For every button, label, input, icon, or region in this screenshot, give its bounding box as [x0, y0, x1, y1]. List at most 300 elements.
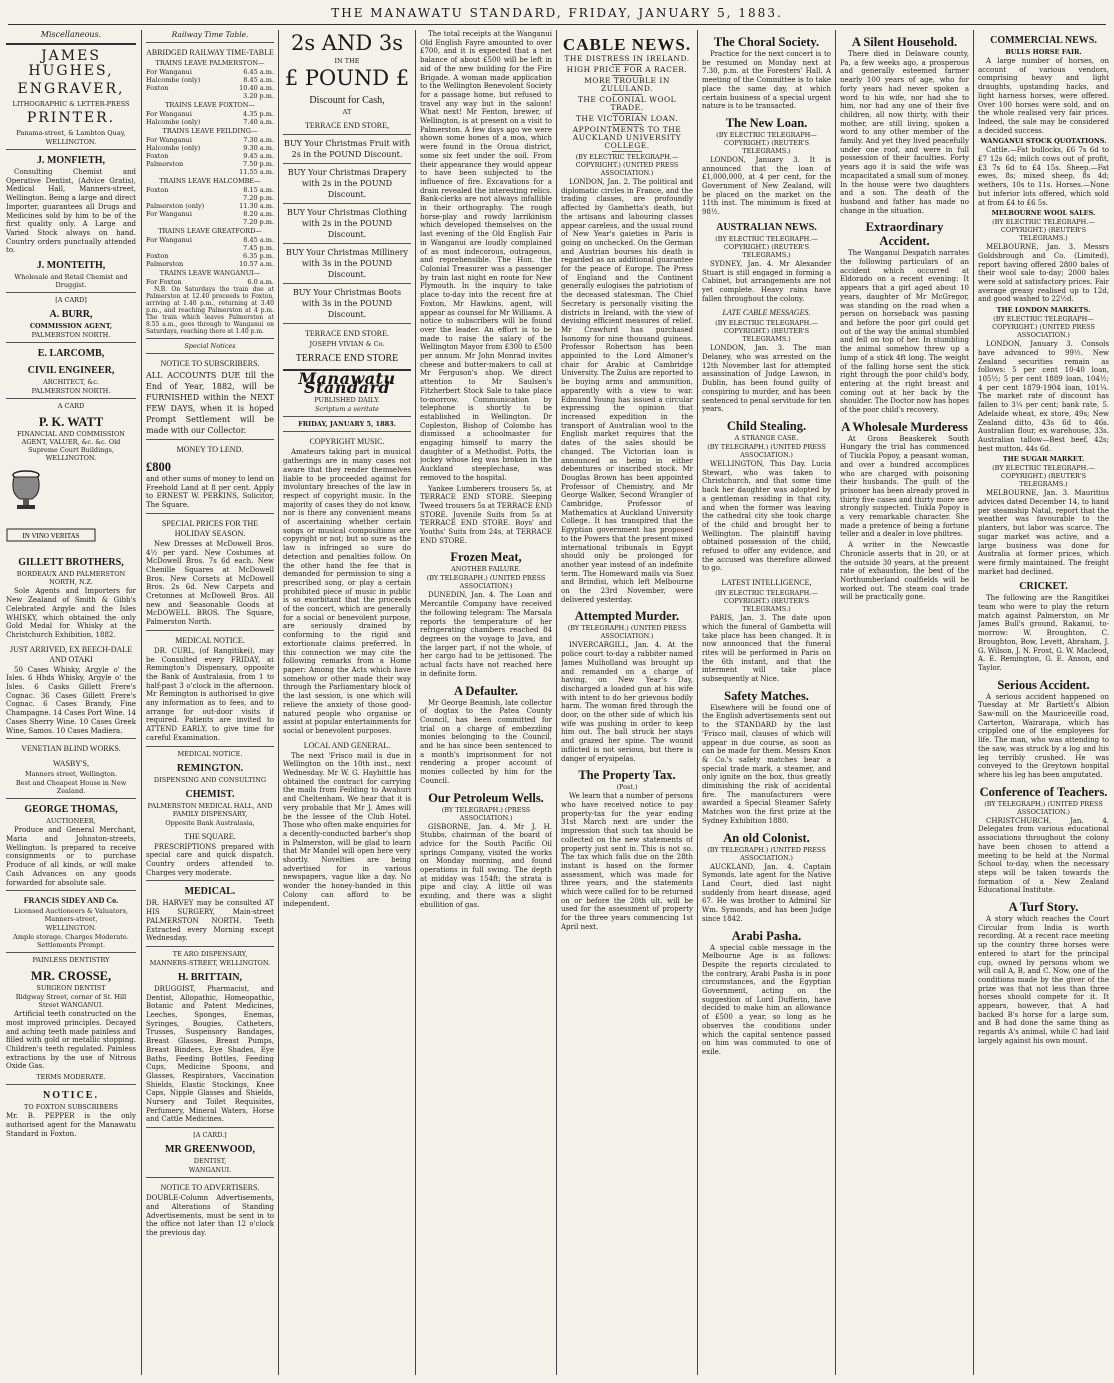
ad-hughes-sub: LITHOGRAPHIC & LETTER-PRESS: [12, 100, 130, 108]
article-subhead: THE SUGAR MARKET.: [1002, 455, 1085, 464]
money-head: MONEY TO LEND.: [176, 445, 244, 454]
article-tag: (BY ELECTRIC TELEGRAPH—COPYRIGHT.) (UNITED PRESS ASSOCIATION.): [992, 315, 1095, 340]
railway-time: 7.40 a.m.: [243, 118, 274, 126]
date-line: FRIDAY, JANUARY 5, 1883.: [298, 420, 396, 429]
harvey-text: DR. HARVEY may be consulted AT HIS SURGERY, Main-street PALMERSTON NORTH. Teeth Extracted every Morning except Wednesday.: [146, 899, 274, 943]
divider: [6, 890, 136, 891]
railway-time: 7.30 a.m.: [243, 136, 274, 144]
column-rule: [697, 30, 698, 1375]
article-text: A writer in the Newcastle Chronicle asserts that in 20, or at the outside 30 years, at the present rate of exhaustion, the best of the Northumberland coalfields will be worked out. The steam coal trade will be practically gone.: [840, 541, 969, 602]
remington-notice: MEDICAL NOTICE.: [177, 749, 243, 758]
ad-monfieth-text: Consulting Chemist and Operative Dentist, (Advice Gratis), Medical Hall, Manners-street, Wellington. Being a large and direct Importer, guarantees all Drugs and Medicines sold by him to be of the first quality only. A Large and Varied Stock always on hand. Country orders punctually attended to.: [6, 168, 136, 255]
divider: [283, 134, 411, 135]
wine-urn-illustration: [6, 467, 46, 513]
discount-ad-line: BUY Your Christmas Fruit with 2s in the POUND Discount.: [284, 139, 410, 159]
remington-trade: DISPENSING AND CONSULTING: [153, 775, 267, 784]
discount-ad-line: BUY Your Christmas Boots with 3s in the POUND Discount.: [292, 288, 402, 319]
discount-ad-cash: Discount for Cash,: [309, 95, 385, 106]
card-tag: [A CARD]: [55, 296, 87, 305]
railway-destination: For Wanganui: [146, 136, 192, 144]
brittain-address: MANNERS-STREET, WELLINGTON.: [149, 958, 271, 967]
railway-row: [146, 144, 274, 152]
article-text: A story which reaches the Court Circular from India is worth recording. At a recent race meeting up the country three horses were entered to start for the principal cup, owned by persons whom we will call A, B, and C. Now, one of the conditions made by the giver of the prize was that not less than three horses should compete for it. It appears, however, that A had backed B's horse for a large sum, and B had done the same thing as regards A's animal, while C had laid largely against his own mount.: [978, 915, 1109, 1045]
column-rule: [973, 30, 974, 1375]
divider: [283, 416, 411, 417]
article-text: Amateurs taking part in musical gatherings are in many cases not aware that they render themselves liable to be proceeded against for involuntary breaches of the law in respect of copyright music. In the majority of cases they do not know, nor is there any convenient means of ascertaining whether certain songs or musical compositions are copyright or not; but so sure as the law is infringed so sure do detection and penalties follow. On the other hand the fee that is demanded for permission to sing a prescribed song, or play a certain prohibited piece of music in public is so exorbitant that the proceeds of the concert, which are generally for a social or benevolent purpose, are seriously drained by conforming to the rigid and extortionate claims preferred. In this connection we may cite the following remarks from a Home paper: Among the Acts which have somehow or other made their way through the Parliamentary block of the last session, is one which will relieve the anxiety of those good-natured people who organise or assist at popular entertainments for social or benevolent purposes.: [283, 448, 411, 735]
cable-subhead: THE COLONIAL WOOL TRADE.: [577, 95, 677, 112]
ad-thomas-name: GEORGE THOMAS,: [24, 804, 118, 816]
subscribers-head: NOTICE TO SUBSCRIBERS.: [160, 359, 260, 368]
card-tag: A CARD: [57, 402, 85, 411]
article-head: Safety Matches.: [724, 688, 809, 703]
railway-row: [146, 110, 274, 118]
cable-subhead: HIGH PRICE FOR A RACER.: [566, 65, 688, 74]
article-head: Attempted Murder.: [574, 609, 680, 624]
railway-row: [146, 152, 274, 160]
article-text: A large number of horses, on account of various vendors, comprising heavy and light draughts, upstanding hacks, and light harness horses, were offered. Over 100 horses were sold, and on the whole realised very fair prices. Indeed, the sale may be considered a decided success.: [978, 57, 1109, 135]
article-head: LOCAL AND GENERAL.: [303, 740, 391, 750]
railway-row: [146, 194, 274, 202]
railway-sub: TRAINS LEAVE HALCOMBE—: [159, 177, 261, 185]
article-text: A serious accident happened on Tuesday at Mr Bartlett's Albion Saw-mill on the Mauriceville road, Carterton, Wairarapa, which has crippled one of the employees for life. The man, who was attending to the saw, was struck by a log and his leg terribly crushed. He was conveyed to the Greytown hospital where his leg has been amputated.: [978, 692, 1109, 779]
divider: [146, 880, 274, 881]
divider: [283, 203, 411, 204]
ad-venetian-text: Best and Cheapest House in New Zealand.: [15, 779, 127, 796]
discount-ad-line: BUY Your Christmas Drapery with 2s in the POUND Discount.: [287, 168, 407, 199]
railway-row: [146, 68, 274, 76]
ad-larcomb-city: PALMERSTON NORTH.: [31, 387, 111, 396]
greenwood-city: WANGANUI.: [188, 1166, 232, 1175]
divider: [6, 292, 136, 293]
divider: [612, 151, 642, 152]
railway-time: 10.57 a.m.: [239, 260, 274, 268]
article-head: The New Loan.: [725, 115, 808, 130]
article-text: Practice for the next concert is to be resumed on Monday next at 7.30, p.m. at the Foresters' Hall. A meeting of the Committee is to take place the same day, at which certain business of a special urgent nature is to be transacted.: [702, 50, 831, 111]
article-head: An old Colonist.: [723, 830, 810, 845]
article-head: Conference of Teachers.: [979, 784, 1108, 799]
newspaper-flag: Manawatu Standard: [298, 369, 396, 397]
section-label: Miscellaneous.: [40, 30, 102, 39]
railway-time: 10.40 a.m.: [239, 84, 274, 92]
article-text: LONDON, January 3. It is announced that the loan of £1,000,000, at 4 per cent, for the Government of New Zealand, will be placed on the market on the 11th inst. The minimum is fixed at 98½.: [702, 155, 831, 217]
column-rule: [278, 30, 279, 1375]
discount-ad-lines: [283, 138, 411, 324]
divider: [6, 342, 136, 343]
money-amount: £800: [146, 460, 171, 474]
divider: [6, 149, 136, 150]
railway-row: [146, 92, 274, 100]
column-rule: [415, 30, 416, 1375]
brittain-text: DRUGGIST, Pharmacist, and Dentist, Allopathic, Homeopathic, Botanic and Patent Medicines, Leeches, Sponges, Enemas, Syringes, Bougies, Catheters, Trusses, Suspensory Bandages, Breast Glasses, Breast Pumps, Breast Binders, Eye Shades, Eye Baths, Feeding Bottles, Feeding Cups, Medicine Spoons, and Glasses, Respirators, Vaccination Shields, Elastic Stockings, Knee Caps, Nipple Glasses and Shields, Nursery and Toilet Requisites, Perfumery, Mineral Waters, Horse and Cattle Medicines.: [146, 984, 274, 1124]
article-subhead: MELBOURNE WOOL SALES.: [991, 209, 1096, 218]
article-subhead: THE LONDON MARKETS.: [996, 306, 1091, 315]
railway-destination: For Wanganui: [146, 68, 192, 76]
ad-monteith-sign: J. MONTEITH,: [36, 260, 106, 272]
divider: [6, 798, 136, 799]
remington-address2: Opposite Bank Australasia,: [165, 818, 255, 827]
column-rule: [141, 30, 142, 1375]
article-text: LONDON, January 3. Consols have advanced to 99½. New Zealand securities remain as follows: 5 per cent 10-40 loan, 105½; 5 per cent 1889 loan, 104½; 4 per cent 1879-1904 loan, 101¼. The market rate of discount has fallen to 3¼ per cent; bank rate, 5. Adelaide wheat, ex store, 49s; New Zealand ditto, 43s 6d to 46s. Australian flour, ex warehouse, 33s. Australian tallow—Best beef, 42s; best mutton, 44s 6d.: [978, 340, 1109, 453]
article-text: LONDON, Jan. 2. The political and diplomatic circles in France, and the trading classes, are profoundly affected by Gambetta's death, but the artisans and labouring classes appear careless, and the usual round of New Year's gaieties in Paris is going on unchecked. On the German and Austrian bourses his death is regarded as an additional guarantee for the peace of Europe. The Press of England and the Continent generally eulogises the patriotism of the deceased statesman. The Chief Secretary is personally visiting the districts in Ireland, with the view of devising efficient measures of relief. Mr Crawfurd has purchased Isonomy for nine thousand guineas. Professor Robertson has been appointed to the Lord Almoner's chair for Arabic at Cambridge University. The Zulus are reported to be buying arms and ammunition, apparently with a view to war. Edmund Young has issued a circular expressing the opinion that increased expedition in the transport of Australian wool to the English market requires that the dates of the sales should be changed. The Victorian loan is announced as being in either debentures or inscribed stock. Mr Douglas Brown has been appointed Professor of Chemistry, and Mr George Walker, Second Wrangler of Cambridge, Professor of Mathematics at Auckland University College. It has transpired that the Egyptian government has proposed to the Powers that the present mixed international tribunals in Egypt should only be prolonged for another year instead of an indefinite term. The Homeward mails via Suez and Brindisi, which left Melbourne on the 23rd November, were delivered yesterday.: [561, 178, 693, 604]
article-tag: (BY ELECTRIC TELEGRAPH.—COPYRIGHT.) (REUTER'S TELEGRAMS.): [992, 218, 1095, 243]
ad-watt-text: FINANCIAL AND COMMISSION AGENT, VALUER, &c. &c. Old Supreme Court Buildings, WELLINGTON.: [17, 430, 125, 463]
article-subhead: BULLS HORSE FAIR.: [1005, 48, 1082, 56]
special-notices-label: Special Notices: [184, 342, 236, 350]
remington-square: THE SQUARE.: [184, 831, 236, 841]
ad-larcomb-trade2: ARCHITECT, &c.: [43, 378, 99, 387]
article-tag: (BY TELEGRAPH.) (UNITED PRESS ASSOCIATION.): [707, 845, 826, 862]
article-head: Child Stealing.: [726, 418, 807, 433]
article-head: COMMERCIAL NEWS.: [990, 35, 1097, 46]
article-head: LATEST INTELLIGENCE,: [721, 578, 812, 588]
ad-terrace-trousers: Yankee Lumberers trousers 5s, at TERRACE END STORE. Sleeping Tweed trousers 5s at TERRACE END STORE. Juvenile Suits from 5s at TERRACE END STORE. Boys' and Youths' Suits from 24s, at TERRACE END STORE.: [420, 484, 552, 545]
railway-destination: Foxton: [146, 152, 169, 160]
article-head: Frozen Meat,: [450, 550, 522, 565]
railway-time: 8.15 a.m.: [243, 186, 274, 194]
column-rule: [835, 30, 836, 1375]
article-text: There died in Delaware county, Pa, a few weeks ago, a prosperous and generally esteemed farmer nearly 100 years of age, who for forty years had never spoken a word to his wife, nor had she to him, nor had any one of their five children, all now thirty, with their mother, are still living, spoken a word to any other member of the family. And yet they lived peacefully under one roof, and were in full possession of their faculties. Forty years ago it is said the wife was incapacitated a small sum of money. In the house were two daughters and a son. The death of the husband and father has made no change in the situation.: [840, 50, 969, 215]
railway-time: 7.50 p.m.: [243, 160, 274, 168]
railway-time: 4.35 p.m.: [243, 110, 274, 118]
column-6: [702, 30, 831, 1375]
article-head: Extraordinary Accident.: [865, 220, 944, 249]
column-4: [420, 30, 552, 1375]
article-tag: (BY TELEGRAPH.) (UNITED PRESS ASSOCIATION.): [426, 574, 546, 591]
card-tag: [A CARD.]: [193, 1131, 227, 1140]
railway-row: [146, 236, 274, 244]
railway-time: 7.45 p.m.: [243, 244, 274, 252]
ad-venetian-head: VENETIAN BLIND WORKS.: [21, 744, 121, 754]
ad-hughes-trade: ENGRAVER,: [17, 81, 125, 97]
railway-destination: Halcombe (only): [146, 144, 201, 152]
divider: [6, 952, 136, 953]
railway-time: 7.20 p.m.: [243, 194, 274, 202]
divider: [146, 353, 274, 354]
column-5: [561, 30, 693, 1375]
discount-ad-line: BUY Your Christmas Clothing with 2s in the POUND Discount.: [286, 208, 408, 239]
divider: [146, 630, 274, 631]
article-text: The Wanganui Despatch narrates the following particulars of an accident which occurred at Eldorado on a recent evening: It appears that a girl aged about 10 years, daughter of Mr McGregor, was standing on the road when a person on horseback was passing and before the poor girl could get out of the way the animal stumbled and fell on top of her. In stumbling the animal somehow threw up a lump of a stick 4ft long. The weight of the falling horse sent the stick right through the poor child's body, entering at the right breast and coming out at her back by the shoulder. The Doctor now has hopes of the poor child's recovery.: [840, 249, 969, 415]
column-rule: [556, 30, 557, 1375]
article-head: The Choral Society.: [713, 35, 820, 49]
railway-row: [146, 210, 274, 218]
notice-text: Mr. B. PEPPER is the only authorised agent for the Manawatu Standard in Foxton.: [6, 1112, 136, 1138]
ad-hughes-name: JAMES HUGHES,: [28, 48, 114, 79]
medical-notice-head: MEDICAL NOTICE.: [175, 635, 245, 645]
railway-table: [146, 186, 274, 226]
article-head: A Defaulter.: [453, 683, 519, 698]
divider: [146, 746, 274, 747]
discount-ad-top: 2s AND 3s: [290, 31, 403, 55]
column-3: [283, 30, 411, 1375]
railway-table: [146, 110, 274, 126]
remington-text: PRESCRIPTIONS prepared with special care and quick dispatch. Country orders attended to. Charges very moderate.: [146, 842, 274, 877]
ad-venetian-name: WASBY'S,: [53, 759, 89, 769]
ad-sidey-trade: Licensed Auctioneers & Valuators, Manners-street,: [14, 907, 128, 924]
article-text: INVERCARGILL, Jan. 4. At the police court to-day a rabbiter named James Mulholland was brought up and remanded on a charge of having, on New Year's Day, discharged a loaded gun at his wife with intent to do her grievous bodily harm. The woman fired through the door, on the other side of which his wife was pushing in order to keep him out. The ball struck her stays and grazed her spine. The wound inflicted is not serious, but there is danger of erysipelas.: [561, 641, 693, 763]
ad-crosse-trade: SURGEON DENTIST: [36, 984, 106, 993]
ad-sidey-city: WELLINGTON.: [45, 924, 97, 933]
article-subhead: A STRANGE CASE.: [734, 433, 799, 442]
article-tag: (BY TELEGRAPH.) (PRESS ASSOCIATION.): [441, 805, 531, 822]
article-head: Serious Accident.: [997, 677, 1090, 692]
article-text: CHRISTCHURCH, Jan. 4. Delegates from various educational associations throughout the colony have been chosen to attend a meeting to be held at the Normal School to-day, when the necessary steps will be taken towards the formation of a New Zealand Educational Institute.: [978, 816, 1109, 895]
railway-time: 8.45 a.m.: [243, 76, 274, 84]
cable-subhead: THE DISTRESS IN IRELAND.: [564, 54, 690, 63]
article-text: The following are the Rangitikei team who were to play the return match against Palmerston, on Mr James Bull's ground, Rakanui, to-morrow: W. Broughton, C. Broughton, Bow, Levett, Abraham, J. G. Wilson, J. N. Frost, G. W. Macleod, A. E. Remington, G. E. Anson, and Taylor.: [978, 594, 1109, 672]
in-vino-veritas-seal: [6, 523, 96, 547]
article-text: LONDON, Jan. 3. The man Delaney, who was arrested on the 12th November last for attempted assassination of Judge Lawson, in Dublin, has been found guilty of conspiring to murder, and has been sentenced to penal servitude for ten years.: [702, 344, 831, 414]
article-head: COPYRIGHT MUSIC.: [309, 437, 385, 447]
railway-time: 8.45 a.m.: [243, 236, 274, 244]
railway-destination: Halcombe (only): [146, 118, 201, 126]
railway-sub: TRAINS LEAVE PALMERSTON—: [155, 59, 265, 67]
article-text: SYDNEY, Jan. 4. Mr Alexander Stuart is still engaged in forming a Cabinet, but arrangements are not yet complete. Heavy rains have fallen throughout the colony.: [702, 259, 831, 303]
article-subhead: ANOTHER FAILURE.: [451, 565, 521, 574]
column-2: [146, 30, 274, 1375]
medical-notice-text: DR. CURL, (of Rangitikei), may be Consulted every FRIDAY, at Remington's Dispensary, opposite the Bank of Australasia, from 1 to half-past 3 o'clock in the afternoon. Mr Remington is authorised to give any information as to fees, and to arrange for out-door visits if required. Patients are invited to ATTEND EARLY, to give time for careful Examination.: [146, 646, 274, 742]
divider: [6, 1084, 136, 1085]
cable-subhead: MORE TROUBLE IN ZULULAND.: [584, 76, 670, 93]
article-text: Cattle.—Fat bullocks, £6 7s 6d to £7 12s 6d; milch cows out of profit, £3 7s 6d to £4 15s. Sheep.—Fat ewes, 8s; mixed sheep, 8s 4d; wethers, 10s to 11s. Horses.—None but inferior lots offered, which sold at from £4 to £6 5s.: [978, 146, 1109, 207]
railway-table: [146, 236, 274, 268]
article-text: GISBORNE, Jan. 4. Mr J. H. Stubbs, chairman of the board of advice for the South Pacific Oil springs Company, visited the works on Monday morning, and found operations in full swing. The depth at midday was 154ft; the strata is pipe and clay. A little oil was exuding, and there was a slight ebullition of gas.: [420, 822, 552, 909]
brittain-name: H. BRITTAIN,: [178, 971, 242, 983]
divider: [283, 323, 411, 324]
article-text: MELBOURNE, Jan. 3. Mauritius advices dated December 14, to hand per steamship Natal, report that the weather was favourable to the planters, but labor was scarce. The sugar market was active, and a large business was done for Australia at former prices, which were firmly maintained. The freight market had declined.: [978, 489, 1109, 576]
ad-ebro-text: 50 Cases Whisky, Argyle o' the Isles. 6 Hhds Whisky, Argyle o' the Isles. 6 Casks Gillett Frere's Cognac. 36 Cases Gillett Frere's Cognac. 6 Cases Brandy, Fine Champagne. 14 Cases Port Wine. 14 Cases Sherry Wine. 10 Cases Greek Wine, Samos. 10 Cases Madiera.: [6, 665, 136, 735]
railway-sub: TRAINS LEAVE FEILDING—: [162, 127, 258, 135]
remington-name: REMINGTON.: [176, 762, 244, 774]
money-text: and other sums of money to lend on Freehold Land at 8 per cent. Apply to ERNEST W. PERKINS, Solicitor, The Square.: [146, 475, 274, 510]
railway-destination: Palmerston: [146, 160, 184, 168]
article-head: A Wholesale Murderess: [841, 419, 968, 434]
railway-head: ABRIDGED RAILWAY TIME-TABLE: [146, 48, 274, 57]
notice-head: NOTICE.: [43, 1090, 99, 1102]
railway-row: [146, 118, 274, 126]
railway-destination: Palmerston: [146, 260, 184, 268]
article-head: CRICKET.: [1019, 581, 1068, 593]
cable-subheads: [561, 55, 693, 152]
railway-row: [146, 218, 274, 226]
masthead-rule: [8, 24, 1106, 25]
article-text: The total receipts at the Wanganui Old English Fayre amounted to over £700, and it is expected that a net balance of about £500 will be left in aid of the new building for the Fire Brigade. A woman made application to the Wellington Benevolent Society for a passage home, but refused to travel any way but in the saloon! What next! Mr Fenton, brewer, of Wellington, is at present on a visit to Palmerston. A few days ago we were shown some bones of a moa, which were found in the Oroua district, some six feet under the soil. From their appearance they would appear to have been subjected to the influence of fire. Excavations for a drain revealed the interesting relics. Bank-clerks are not always infallible in their orthography. The rough horse-play and rowdy larrikinism which developed themselves on the last evening of the Old English Fair in Wanganui are loudly complained of as most indecorous, outrageous, and reprehensible. The Hon. the Colonial Treasurer was a passenger by train last night en route for New Plymouth. In the inquiry to take place to-day into the recent fire at Foxton, Mr Hawkins, agent, will appear as counsel for Mr Williams. A notice to subscribers will be found over the leader. An effort is to be made to raise the salary of the Wellington Mayor from £300 to £500 per annum. Mr John Monrad invites cheese and butter-makers to call at Mr Ferguson's shop. We direct attention to Mr Saulsen's Fitzherbert Stock Sale to take place to-morrow. Communication by telephone is shortly to be established in Wellington. Dr Copleston, Bishop of Colombo has dismissed a schoolmaster for engaging himself to marry the daughter of a Methodist. Potts, the jockey whose leg was broken in the Auckland steeplechase, was removed to the hospital.: [420, 30, 552, 482]
article-text: MELBOURNE, Jan. 3. Messrs Goldsbrough and Co. (Limited), report having offered 2800 bales of their wool sale to-day; 2000 bales were sold at satisfactory prices. Fair average greasy realised up to 12d, and good washed to 22½d.: [978, 243, 1109, 304]
railway-note: N.B. On Saturdays the train due at Palmerston at 12.40 proceeds to Foxton, arriving at 1.40 p.m., returning at 3.40 p.m., and reaching Palmerston at 4 p.m. The train which leaves Palmerston at 8.55 a.m., goes through to Wanganui on Saturdays, reaching there at 1.40 p.m.: [146, 286, 274, 335]
greenwood-name: MR GREENWOOD,: [165, 1144, 255, 1156]
holiday-head: SPECIAL PRICES FOR THE HOLIDAY SEASON.: [161, 518, 259, 538]
railway-sub: TRAINS LEAVE GREATFORD—: [158, 227, 262, 235]
railway-time: 9.45 a.m.: [243, 152, 274, 160]
ad-larcomb-name: E. LARCOMB,: [37, 348, 105, 360]
railway-table: [146, 68, 274, 100]
harvey-head: MEDICAL.: [184, 886, 236, 898]
ad-hughes-city: WELLINGTON.: [45, 138, 97, 146]
article-head: CABLE NEWS.: [562, 35, 692, 54]
divider: [146, 338, 274, 339]
railway-row: [146, 202, 274, 210]
ad-gillett-sub: BORDEAUX AND PALMERSTON NORTH, N.Z.: [16, 570, 126, 587]
ad-crosse-text: Artificial teeth constructed on the most improved principles. Decayed and aching teeth made painless and filled with gold or metallic stopping. Children's teeth regulated. Painless extractions by the use of Nitrous Oxide Gas.: [6, 1010, 136, 1071]
divider: [283, 163, 411, 164]
railway-time: 11.30 a.m.: [239, 202, 274, 210]
railway-row: [146, 136, 274, 144]
section-label: Railway Time Table.: [171, 30, 249, 39]
railway-destination: Foxton: [146, 252, 169, 260]
ad-crosse-address: Ridgway Street, corner of St. Hill Street WANGANUI.: [15, 993, 127, 1010]
railway-table: [146, 136, 274, 176]
ad-hughes-printer: PRINTER.: [26, 110, 116, 126]
railway-row: [146, 84, 274, 92]
railway-destination: For Wanganui: [146, 110, 192, 118]
ad-gillett-text: Sole Agents and Importers for New Zealand of Smith & Gibb's Celebrated Argyle and the Isles WHISKY, which obtained the only Gold Medal for Whisky at the Christchurch Exhibition, 1882.: [6, 587, 136, 639]
railway-time: 6.35 p.m.: [243, 252, 274, 260]
article-tag: (BY ELECTRIC TELEGRAPH.—COPYRIGHT.) (REUTER'S TELEGRAMS.): [715, 319, 818, 344]
railway-row: [146, 244, 274, 252]
article-head: A Silent Household.: [851, 35, 958, 49]
advertisers-text: DOUBLE-Column Advertisements, and Alterations of Standing Advertisements, must be sent in to the office not later than 12 o'clock the previous day.: [146, 1194, 274, 1237]
article-head: The Property Tax.: [578, 768, 676, 783]
ad-ebro-head: JUST ARRIVED, EX BEECH-DALE AND OTAKI: [9, 644, 133, 664]
railway-row: [146, 168, 274, 176]
discount-ad-store2: TERRACE END STORE.: [304, 329, 390, 338]
column-1: [6, 30, 136, 1375]
railway-time: 9.30 a.m.: [243, 144, 274, 152]
cable-subhead: THE VICTORIAN LOAN.: [575, 114, 679, 123]
remington-address: PALMERSTON MEDICAL HALL, AND FAMILY DISPENSARY,: [147, 801, 273, 818]
remington-chemist: CHEMIST.: [185, 788, 235, 800]
article-tag: (Post.): [616, 783, 638, 792]
railway-time: 7.20 p.m.: [243, 218, 274, 226]
discount-ad-pound: £ POUND £: [284, 66, 410, 90]
railway-destination: Foxton: [146, 84, 169, 92]
railway-time: 6.0 a.m.: [247, 278, 274, 286]
seal-text: IN VINO VERITAS: [22, 531, 80, 540]
discount-ad-line: BUY Your Christmas Millinery with 3s in the POUND Discount.: [285, 248, 408, 279]
article-tag: (BY ELECTRIC TELEGRAPH.—COPYRIGHT.) (UNITED PRESS ASSOCIATION.): [575, 153, 679, 177]
divider: [283, 243, 411, 244]
advertisers-head: NOTICE TO ADVERTISERS.: [160, 1183, 260, 1193]
railway-destination: Halcombe (only): [146, 76, 201, 84]
railway-time: 6.45 a.m.: [243, 68, 274, 76]
notice-sub: TO FOXTON SUBSCRIBERS: [24, 1103, 118, 1112]
railway-destination: Foxton: [146, 186, 169, 194]
article-text: AUCKLAND, Jan. 4. Captain Symonds, late agent for the Native Land Court, died last night suddenly from heart disease, aged 67. He was brother to Admiral Sir Wm. Symonds, and has been Judge since 1842.: [702, 862, 831, 923]
ad-hughes-address: Panama-street, & Lambton Quay,: [16, 129, 126, 137]
flag-motto: Scriptum a veritate: [314, 405, 380, 414]
ad-sidey-name: FRANCIS SIDEY AND Co.: [23, 896, 119, 906]
article-text: DUNEDIN, Jan. 4. The Loan and Mercantile Company have received the following telegram: The Marsala reports the temperature of her refrigerating chambers reached 84 degrees on the voyage to Java, and the larger part, if not the whole, of her cargo had to be jettisoned. The actual facts have not reached here in definite form.: [420, 591, 552, 678]
article-tag: (BY ELECTRIC TELEGRAPH.—COPYRIGHT.) (REUTER'S TELEGRAMS.): [715, 234, 818, 259]
article-text: At Gross Beaskerek South Hungary the trial has commenced of Tiuckla Popoy, a peasant woman, and over a hundred accomplices who are charged with poisoning their husbands. The guilt of the prisoner has been already proved in thirty five cases and thirty more are strongly suspected. Tiukla Popoy is a very remarkable character. She made a pretence of being a fortune teller and a dealer in love philtres.: [840, 434, 969, 539]
article-tag: (BY ELECTRIC TELEGRAPH—COPYRIGHT.) (REUTER'S TELEGRAMS.): [716, 130, 817, 155]
article-text: PARIS, Jan. 3. The date upon which the funeral of Gambetta will take place has been changed. It is now announced that the funeral rites will be performed in Paris on the 6th instant, and that the interment will take place subsequently at Nice.: [702, 614, 831, 684]
article-text: Elsewhere will be found one of the English advertisements sent out to the STANDARD by the last 'Frisco mail, clauses of which will appear in due course, as soon as can be made for them. Messrs Knox & Co.'s safety matches bear a special trade mark, a steamer, and only ignite on the box, thus greatly diminishing the risk of accidental fire. The manufacturers were awarded a Special Steamer Safety Matches won the first prize at the Sydney Exhibition 1880.: [702, 703, 831, 825]
railway-time: 11.55 a.m.: [239, 168, 274, 176]
subscribers-text: ALL ACCOUNTS DUE till the End of Year, 1882, will be FURNISHED within the NEXT FEW DAYS, when it is hoped Prompt Settlement will be made with our Collector.: [146, 371, 274, 435]
ad-crosse-tag: PAINLESS DENTISTRY: [32, 956, 110, 965]
ad-burr-city: PALMERSTON NORTH.: [31, 331, 111, 340]
ad-larcomb-trade: CIVIL ENGINEER,: [27, 365, 115, 377]
railway-row: [146, 160, 274, 168]
article-tag: (BY ELECTRIC TELEGRAPH.—COPYRIGHT.) (REUTER'S TELEGRAMS.): [715, 589, 818, 614]
railway-destination: Palmerston (only): [146, 202, 205, 210]
ad-sidey-text: Ample storage. Charges Moderate. Settlements Prompt.: [13, 933, 129, 950]
railway-row: [146, 260, 274, 268]
divider: [146, 946, 274, 947]
holiday-text: New Dresses at McDowell Bros. 4½ per yard. New Costumes at McDowell Bros. 7s 6d each. New Chenille Squares at McDowell Bros. New Corsets at McDowell Bros. 2s 6d. New Carpets and Cretonnes at McDowell Bros. All new and Seasonable Goods at McDOWELL BROS. The Square, Palmerston North.: [146, 539, 274, 627]
divider: [6, 43, 136, 45]
article-head: LATE CABLE MESSAGES.: [722, 308, 811, 318]
article-head: A Turf Story.: [1008, 900, 1079, 915]
ad-monteith-sub: Wholesale and Retail Chemist and Druggist.: [14, 273, 128, 290]
ad-crosse-terms: TERMS MODERATE.: [36, 1073, 106, 1082]
ad-venetian-address: Manners street, Wellington.: [24, 770, 118, 779]
railway-sub: TRAINS LEAVE FOXTON—: [165, 101, 255, 109]
article-tag: (BY TELEGRAPH.) (UNITED PRESS ASSOCIATION.): [707, 442, 826, 459]
railway-row: [146, 76, 274, 84]
divider: [146, 1127, 274, 1128]
masthead-title: THE MANAWATU STANDARD, FRIDAY, JANUARY 5, 1883.: [331, 6, 783, 20]
ad-burr-trade: COMMISSION AGENT,: [29, 322, 113, 331]
column-8: [978, 30, 1109, 1375]
article-text: We learn that a number of persons who have received notice to pay property-tax for the year ending 31st March next are under the impression that such tax should be collected on the new statements of property just sent in. This is not so. The tax which falls due on the 28th instant is based on the former assessment, which was made for three years, and the statements which were called for to be returned on or before the 20th ult. will be used for the assessment of property for the three years commencing 1st April next.: [561, 792, 693, 931]
article-tag: (BY TELEGRAPH.) (UNITED PRESS ASSOCIATION.): [984, 799, 1103, 816]
article-head: Our Petroleum Wells.: [428, 790, 544, 805]
discount-ad-store: TERRACE END STORE,: [304, 121, 390, 130]
ad-monfieth-name: J. MONFIETH,: [36, 155, 106, 166]
divider: [283, 431, 411, 432]
divider: [146, 1177, 274, 1178]
divider: [146, 513, 274, 514]
divider: [6, 398, 136, 399]
article-text: A special cable message in the Melbourne Age is as follows: Despite the reports circulated to the contrary, Arabi Pasha is in poor circumstances, and the Egyptian Government, acting on the suggestion of Lord Dufferin, have decided to make him an allowance of £500 a year, so long as he observes the conditions under which the capital sentence passed on him was commuted to one of exile.: [702, 943, 831, 1056]
article-text: The next 'Frisco mail is due in Wellington on the 10th inst., next Wednesday. Mr W. G. Haybittle has obtained the contract for carrying the mails from Feilding to Awahuri and Cheltenham. We hear that it is very probable that Mr J. Ames will be the lessee of the Club Hotel. Those who often make enquiries for a decently-conducted barber's shop in Palmerston, will be glad to learn that Mr Mandel will open here very shortly. Novelties are being advertised for in various newspapers, vague like a day. No wonder the honey-handed in this Colony can afford to be independent.: [283, 751, 411, 908]
cable-subhead: APPOINTMENTS TO THE AUCKLAND UNIVERSITY COLLEGE.: [572, 125, 682, 150]
divider: [146, 42, 274, 43]
article-head: Arabi Pasha.: [731, 928, 802, 943]
railway-destination: For Wanganui: [146, 236, 192, 244]
ad-gillett-name: GILLETT BROTHERS,: [18, 557, 124, 569]
ad-thomas-text: Produce and General Merchant, Maria and Johnston-streets, Wellington. Is prepared to receive consignments or to purchase Produce of all kinds, or will make Cash Advances on any goods forwarded for absolute sale.: [6, 826, 136, 887]
article-subhead: WANGANUI STOCK QUOTATIONS.: [980, 137, 1107, 146]
article-tag: (BY ELECTRIC TELEGRAPH.—COPYRIGHT.) (REUTER'S TELEGRAMS.): [992, 464, 1095, 489]
railway-table: [146, 278, 274, 286]
greenwood-trade: DENTIST,: [193, 1157, 227, 1166]
discount-ad-store3: TERRACE END STORE: [295, 353, 399, 364]
brittain-head: TE ARO DISPENSARY,: [172, 949, 248, 958]
railway-sub: TRAINS LEAVE WANGANUI—: [159, 269, 261, 277]
railway-row: [146, 252, 274, 260]
ad-crosse-name: MR. CROSSE,: [30, 969, 112, 984]
article-text: Mr George Beamish, late collector of dogtax to the Patea County Council, has been committed for trial on a charge of embezzling monies belonging to the Council, and he has since been sentenced to a month's imprisonment for not rendering a proper account of monies collected by him for the Council.: [420, 698, 552, 785]
article-tag: (BY TELEGRAPH.) (UNITED PRESS ASSOCIATION.): [567, 624, 687, 641]
railway-row: [146, 278, 274, 286]
divider: [146, 439, 274, 440]
railway-destination: For Foxton: [146, 278, 182, 286]
railway-time: 3.20 p.m.: [243, 92, 274, 100]
railway-destination: For Wanganui: [146, 210, 192, 218]
ad-watt-name: P. K. WATT: [38, 415, 104, 430]
article-text: WELLINGTON, This Day. Lucia Stewart, who was taken to Christchurch, and that some time back her daughter was adopted by a gentleman residing in that city, and when the former was leaving the cathedral city she took charge of the child and brought her to Wellington. The plaintiff having obtained possession of the child, refused to offer any evidence, and the accused was therefore allowed to go.: [702, 459, 831, 573]
discount-ad-in: IN THE: [334, 57, 360, 65]
discount-ad-at: AT: [342, 108, 352, 116]
ad-thomas-trade: AUCTIONEER,: [46, 817, 96, 826]
column-7: [840, 30, 969, 1375]
railway-time: 8.20 a.m.: [243, 210, 274, 218]
discount-ad-props: JOSEPH VIVIAN & Co.: [309, 340, 385, 348]
flag-sub: PUBLISHED DAILY.: [314, 396, 380, 405]
